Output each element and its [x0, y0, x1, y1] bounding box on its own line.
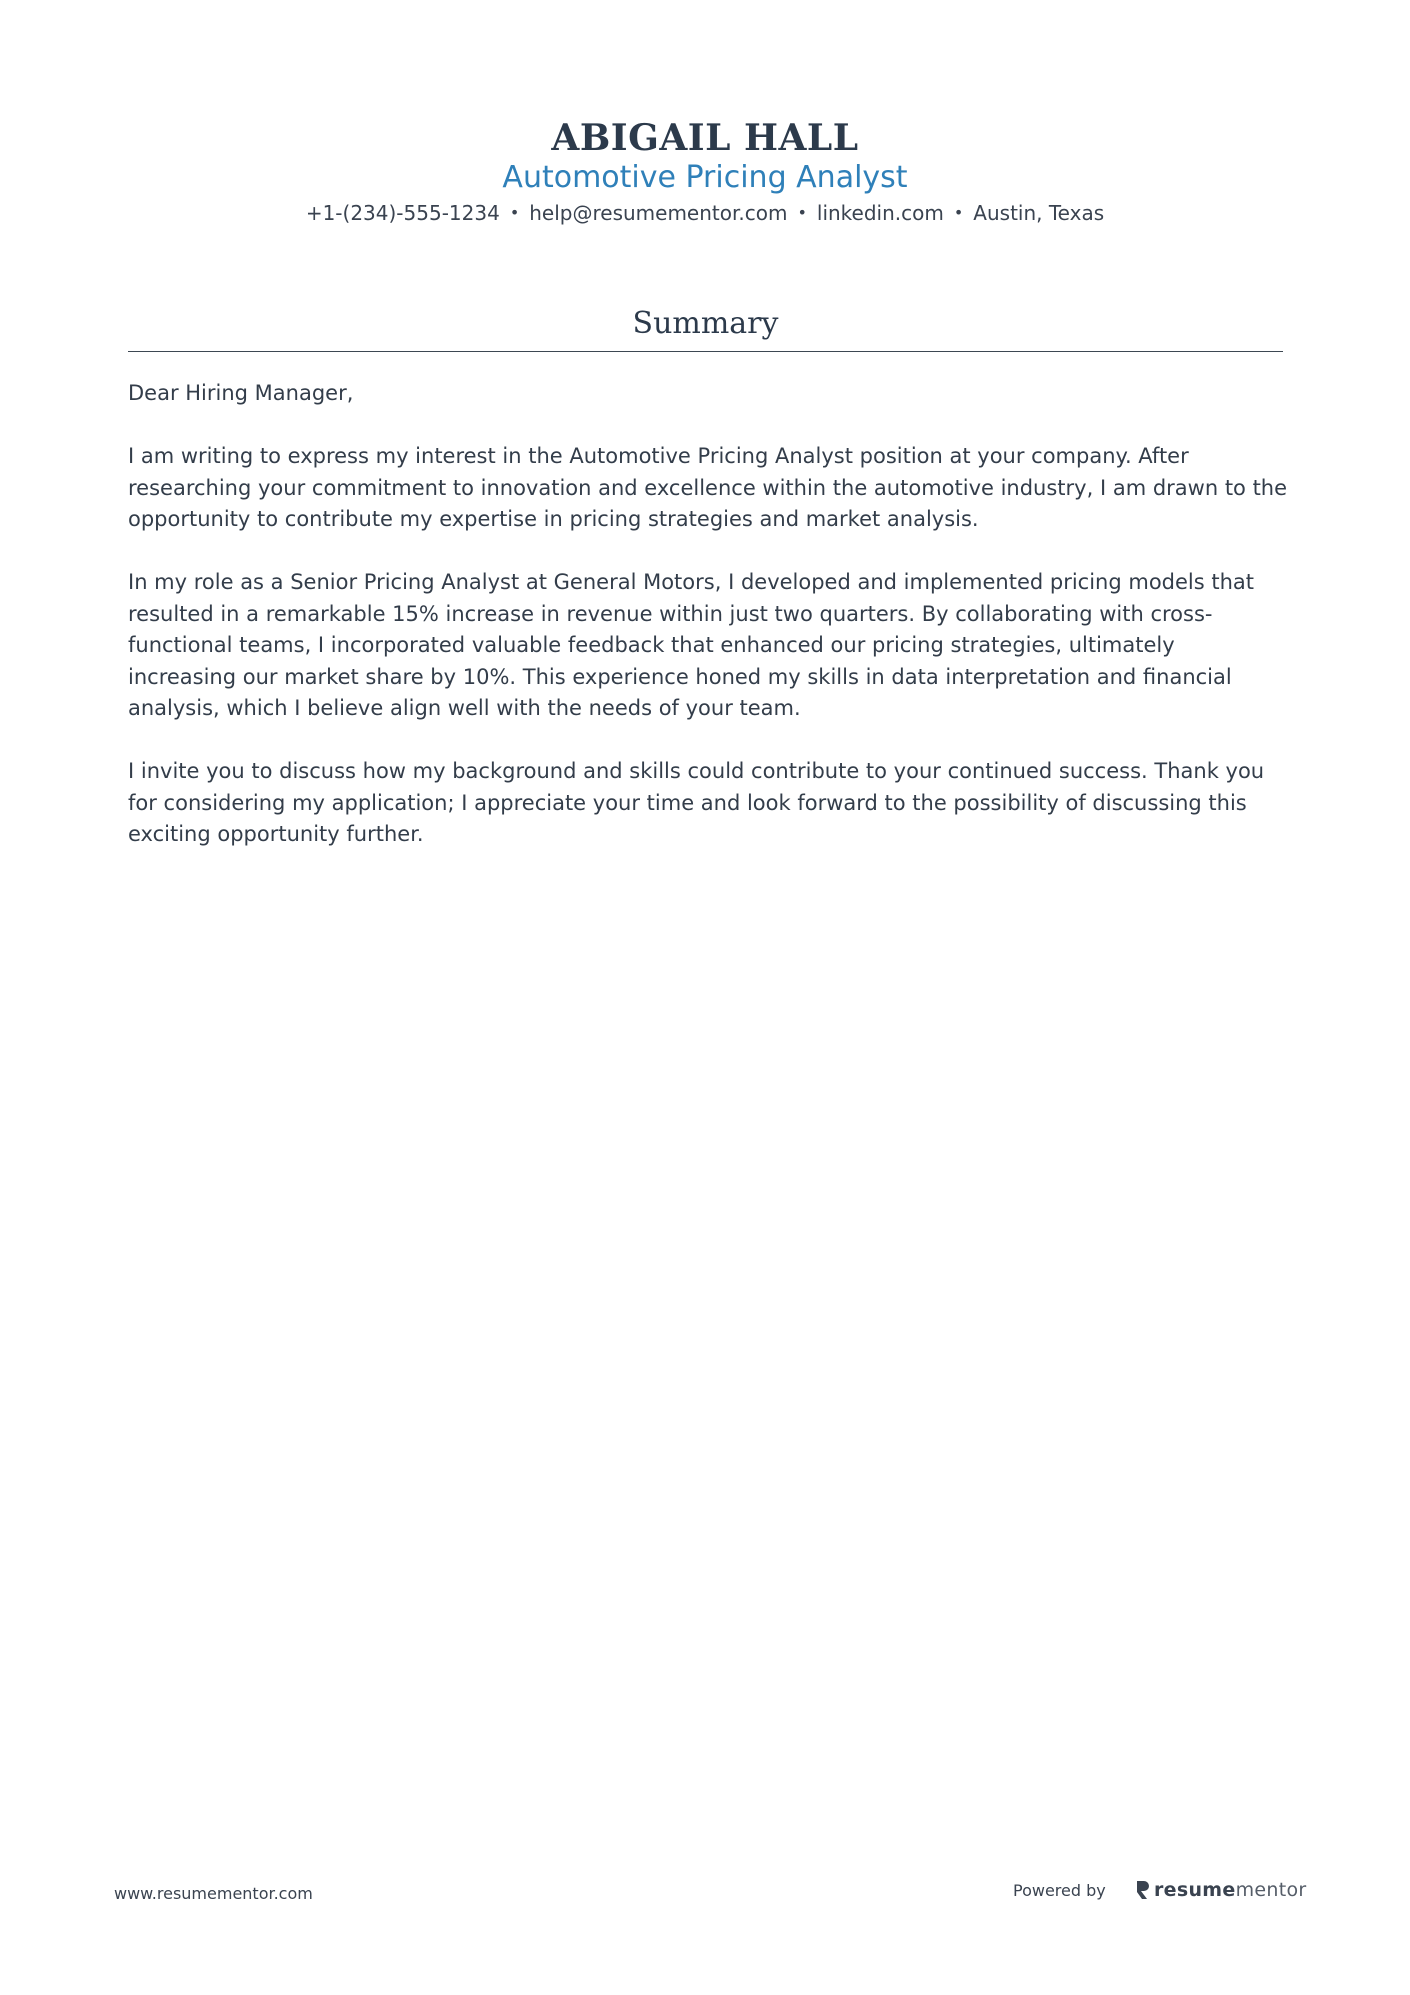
letter-paragraph: I invite you to discuss how my background and skills could contribute to your continued success. Thank you for considering my application; I appreciate your time and look forward to the possibility of discussing this exciting opportunity further.	[128, 759, 1265, 846]
brand-wordmark-bold: resume	[1154, 1879, 1236, 1901]
brand-wordmark	[1154, 1879, 1307, 1901]
resumementor-logo-icon	[1136, 1880, 1150, 1900]
section-divider	[128, 351, 1283, 352]
section-title-summary: Summary	[632, 306, 779, 341]
contact-separator: •	[509, 203, 520, 222]
letter-paragraph: In my role as a Senior Pricing Analyst at General Motors, I developed and implemented pricing models that resulted in a remarkable 15% increase in revenue within just two quarters. By collaborating with cross-functional teams, I incorporated valuable feedback that enhanced our pricing strategies, ultimately increasing our market share by 10%. This experience honed my skills in data interpretation and financial analysis, which I believe align well with the needs of your team.	[128, 570, 1255, 720]
contact-linkedin[interactable]: linkedin.com	[816, 201, 944, 225]
header	[0, 116, 1410, 228]
contact-separator: •	[953, 203, 964, 222]
footer-url[interactable]: www.resumementor.com	[114, 1884, 313, 1903]
brand-logo[interactable]	[1136, 1877, 1307, 1903]
contact-email[interactable]: help@resumementor.com	[529, 201, 788, 225]
job-title: Automotive Pricing Analyst	[502, 160, 908, 195]
contact-line	[0, 198, 1410, 228]
cover-letter-body	[128, 378, 1288, 882]
contact-location: Austin, Texas	[973, 201, 1105, 225]
brand-wordmark-regular: mentor	[1235, 1879, 1307, 1901]
contact-phone: +1-(234)-555-1234	[305, 201, 500, 225]
candidate-name: ABIGAIL HALL	[551, 117, 859, 159]
letter-greeting: Dear Hiring Manager,	[128, 381, 354, 405]
letter-paragraph: I am writing to express my interest in the Automotive Pricing Analyst position at your company. After researching your commitment to innovation and excellence within the automotive industry, I am drawn to the opportunity to contribute my expertise in pricing strategies and market analysis.	[128, 444, 1288, 531]
footer-powered-by: Powered by	[1013, 1881, 1106, 1900]
contact-separator: •	[797, 203, 807, 222]
